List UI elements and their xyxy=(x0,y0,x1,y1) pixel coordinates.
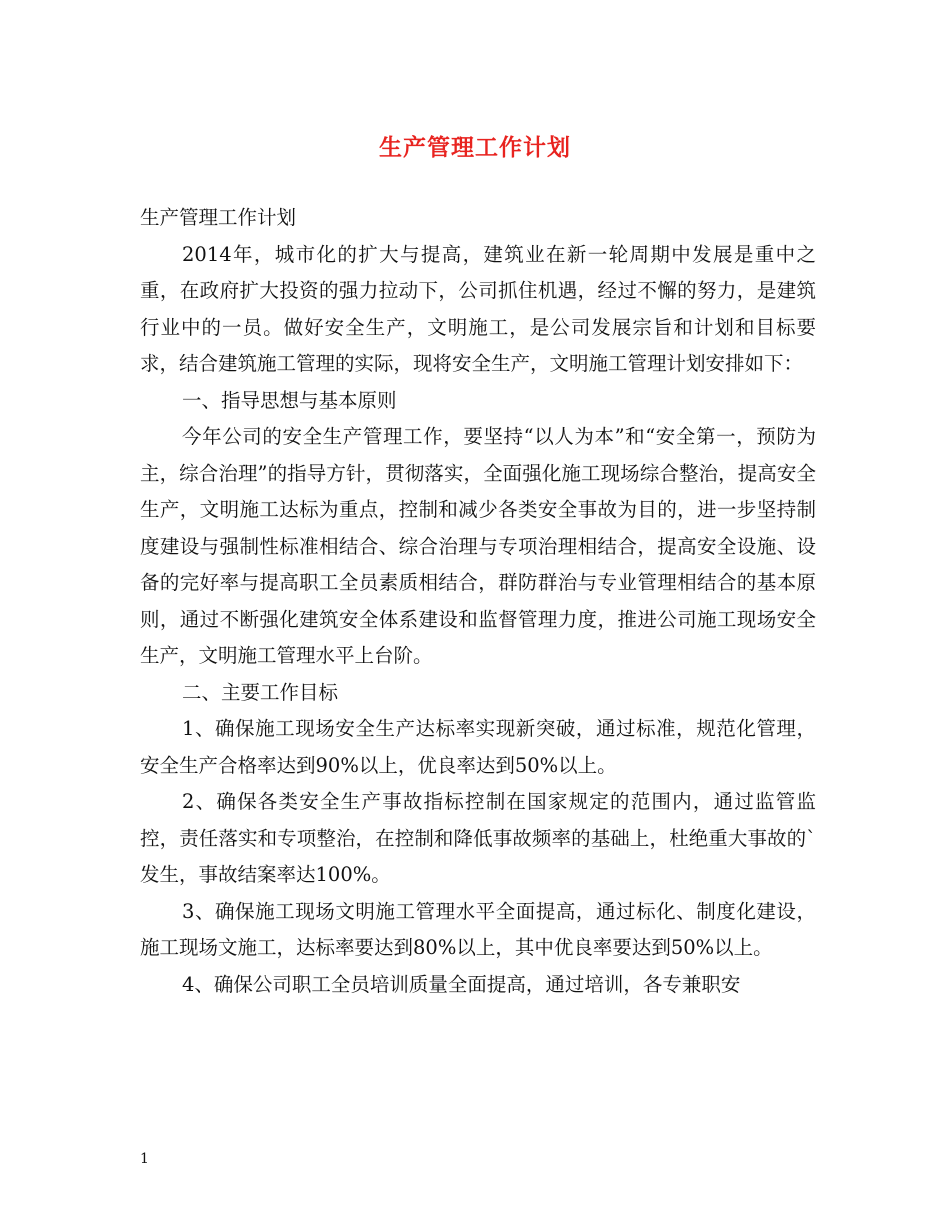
section-heading-1: 一、指导思想与基本原则 xyxy=(182,388,397,412)
goal-item-1: 1、确保施工现场安全生产达标率实现新突破，通过标准，规范化管理，安全生产合格率达到90%以上，优良率达到50%以上。 xyxy=(140,717,816,777)
goal-item-4: 4、确保公司职工全员培训质量全面提高，通过培训，各专兼职安 xyxy=(182,972,741,996)
goal-item-3: 3、确保施工现场文明施工管理水平全面提高，通过标化、制度化建设，施工现场文施工，达标率要达到80%以上，其中优良率要达到50%以上。 xyxy=(140,899,816,959)
document-body xyxy=(140,200,816,1003)
goal-item-2: 2、确保各类安全生产事故指标控制在国家规定的范围内，通过监管监控，责任落实和专项整治，在控制和降低事故频率的基础上，杜绝重大事故的`发生，事故结案率达100%。 xyxy=(140,790,816,886)
section-heading-2: 二、主要工作目标 xyxy=(182,680,339,704)
paragraph-subtitle: 生产管理工作计划 xyxy=(140,206,297,229)
page-number: 1 xyxy=(140,1151,149,1167)
paragraph-intro: 2014年，城市化的扩大与提高，建筑业在新一轮周期中发展是重中之重，在政府扩大投资的强力拉动下，公司抓住机遇，经过不懈的努力，是建筑行业中的一员。做好安全生产，文明施工，是公司发展宗旨和计划和目标要求，结合建筑施工管理的实际，现将安全生产，文明施工管理计划安排如下： xyxy=(140,242,816,375)
document-title: 生产管理工作计划 xyxy=(379,134,571,161)
paragraph-principles: 今年公司的安全生产管理工作，要坚持“以人为本”和“安全第一，预防为主，综合治理”的指导方针，贯彻落实，全面强化施工现场综合整治，提高安全生产，文明施工达标为重点，控制和减少各类安全事故为目的，进一步坚持制度建设与强制性标准相结合、综合治理与专项治理相结合，提高安全设施、设备的完好率与提高职工全员素质相结合，群防群治与专业管理相结合的基本原则，通过不断强化建筑安全体系建设和监督管理力度，推进公司施工现场安全生产，文明施工管理水平上台阶。 xyxy=(140,425,816,667)
